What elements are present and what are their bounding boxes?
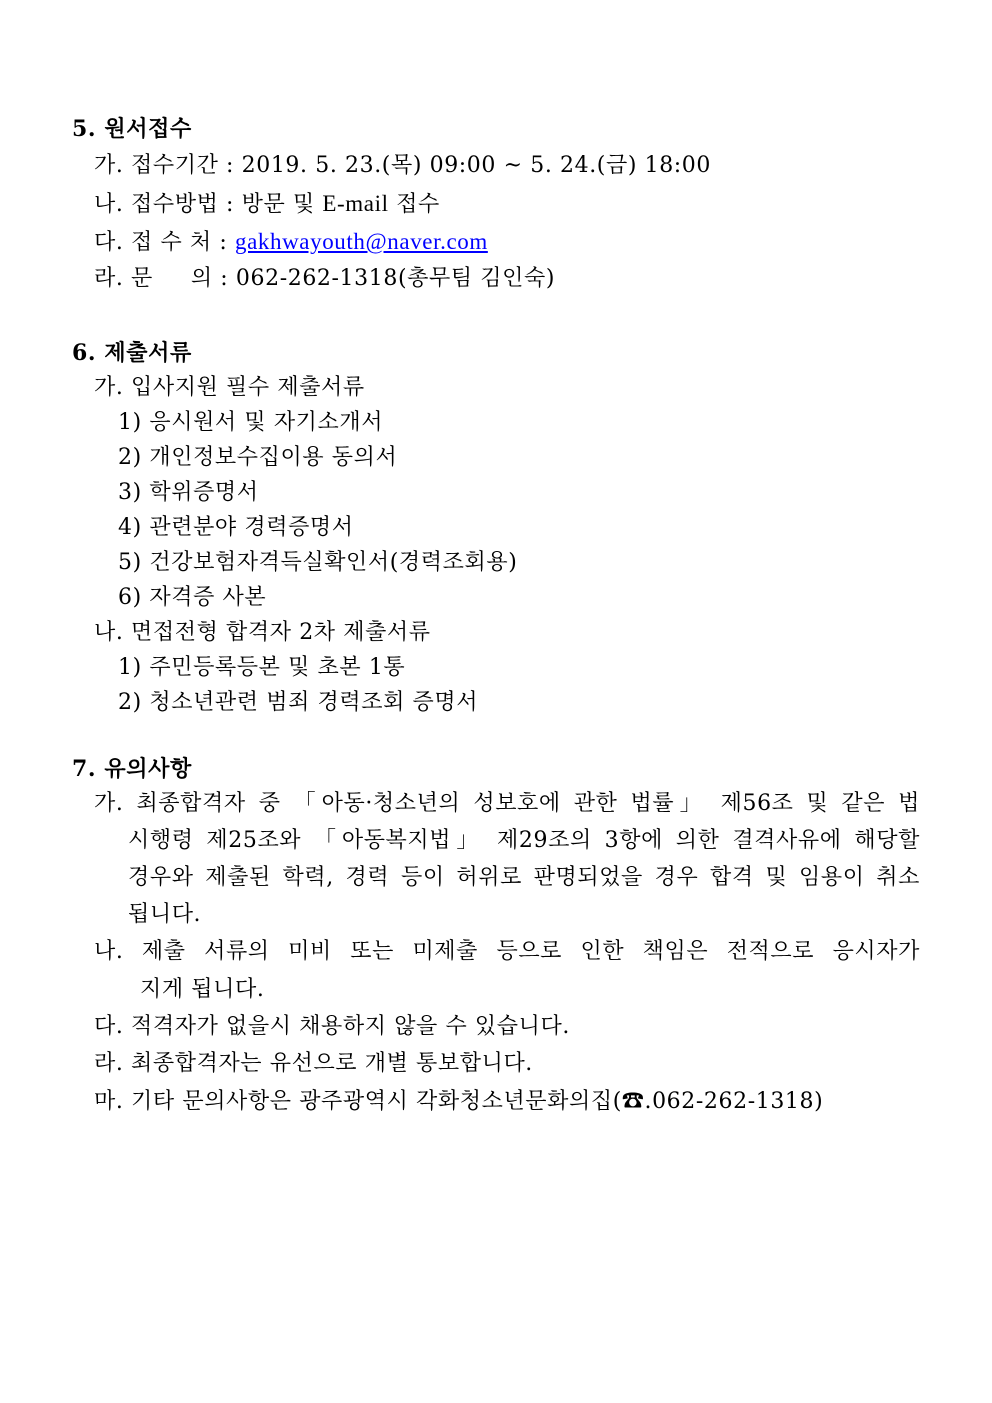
application-method-email-word: E-mail: [322, 191, 389, 216]
notice-d: 라. 최종합격자는 유선으로 개별 통보합니다.: [94, 1051, 533, 1076]
notice-c: 다. 적격자가 없을시 채용하지 않을 수 있습니다.: [94, 1014, 570, 1039]
application-place-prefix: 다. 접 수 처 :: [94, 230, 235, 255]
required-document-item: 2) 개인정보수집이용 동의서: [118, 445, 398, 470]
section-6-title: 6. 제출서류: [72, 340, 192, 366]
required-documents-title: 가. 입사지원 필수 제출서류: [94, 375, 365, 400]
required-document-item: 4) 관련분야 경력증명서: [118, 515, 354, 540]
inquiry-contact: 라. 문 의 : 062-262-1318(총무팀 김인숙): [94, 266, 556, 291]
second-documents-title: 나. 면접전형 합격자 2차 제출서류: [94, 620, 431, 645]
notice-e: 마. 기타 문의사항은 광주광역시 각화청소년문화의집(☎.062-262-1318): [94, 1089, 824, 1114]
required-document-item: 5) 건강보험자격득실확인서(경력조회용): [118, 550, 518, 575]
application-place: [94, 227, 488, 258]
second-document-item: 1) 주민등록등본 및 초본 1통: [118, 655, 406, 680]
second-document-item: 2) 청소년관련 범죄 경력조회 증명서: [118, 690, 479, 715]
notice-a-line: 가. 최종합격자 중 「아동·청소년의 성보호에 관한 법률」 제56조 및 같은 법: [94, 791, 920, 816]
application-method-prefix: 나. 접수방법 : 방문 및: [94, 192, 323, 217]
required-document-item: 6) 자격증 사본: [118, 585, 267, 610]
notice-b-line: 지게 됩니다.: [140, 977, 265, 1002]
section-5-title: 5. 원서접수: [72, 116, 192, 142]
application-method: [94, 189, 440, 220]
required-document-item: 3) 학위증명서: [118, 480, 259, 505]
notice-a-line: 됩니다.: [128, 902, 202, 927]
required-document-item: 1) 응시원서 및 자기소개서: [118, 410, 384, 435]
email-link[interactable]: gakhwayouth@naver.com: [234, 229, 488, 254]
notice-b-line: 나. 제출 서류의 미비 또는 미제출 등으로 인한 책임은 전적으로 응시자가: [94, 939, 920, 964]
notice-a-line: 시행령 제25조와 「아동복지법」 제29조의 3항에 의한 결격사유에 해당할: [128, 828, 920, 853]
notice-a-line: 경우와 제출된 학력, 경력 등이 허위로 판명되었을 경우 합격 및 임용이 취소: [128, 865, 920, 890]
section-7-title: 7. 유의사항: [72, 756, 192, 782]
application-period: 가. 접수기간 : 2019. 5. 23.(목) 09:00 ~ 5. 24.(금) 18:00: [94, 153, 712, 178]
application-method-suffix: 접수: [388, 192, 440, 217]
